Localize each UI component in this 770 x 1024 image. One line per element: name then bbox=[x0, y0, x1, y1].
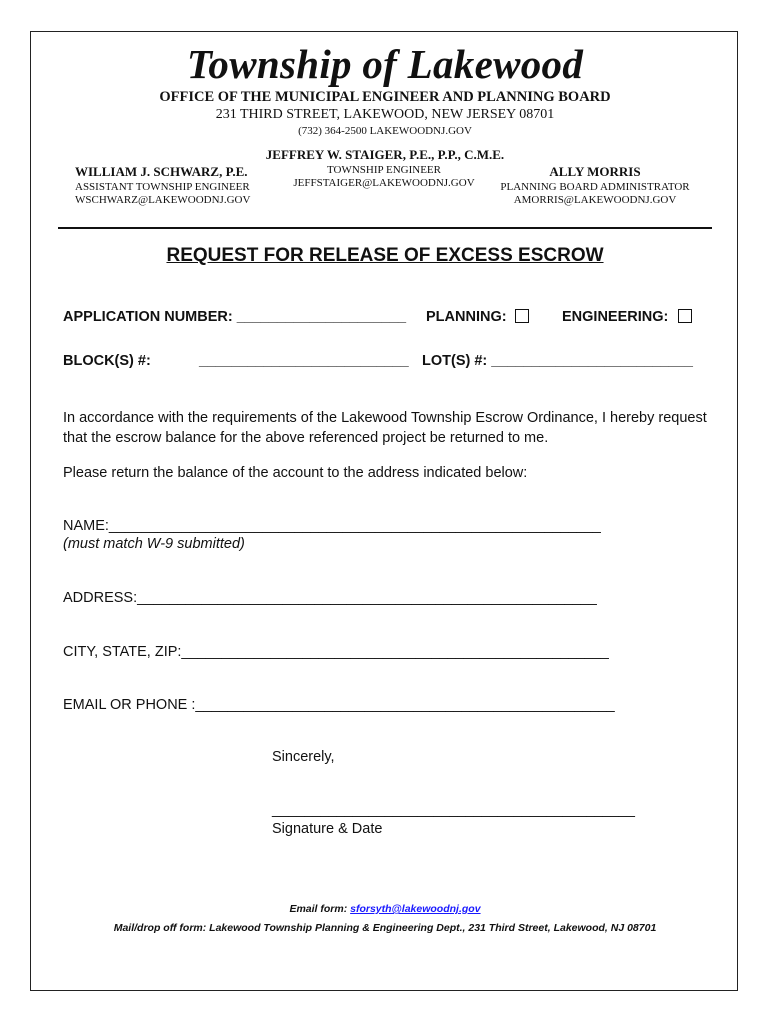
engineering-option bbox=[562, 309, 692, 325]
administrator-info bbox=[490, 164, 700, 207]
name-field[interactable]: NAME:_____________________________________________________________ bbox=[63, 518, 601, 534]
assistant-info bbox=[75, 164, 250, 207]
planning-checkbox[interactable] bbox=[515, 309, 529, 323]
administrator-name: ALLY MORRIS bbox=[549, 164, 641, 179]
application-number-field[interactable]: APPLICATION NUMBER: _____________________ bbox=[63, 309, 407, 325]
request-paragraph: In accordance with the requirements of the Lakewood Township Escrow Ordinance, I hereby request that the escrow balance for the above referenced project be returned to me. bbox=[63, 410, 707, 446]
email-instruction-label: Email form: bbox=[289, 903, 351, 915]
lots-field[interactable]: LOT(S) #: _________________________ bbox=[422, 353, 693, 369]
assistant-name: WILLIAM J. SCHWARZ, P.E. bbox=[75, 164, 248, 179]
city-state-zip-field[interactable]: CITY, STATE, ZIP:_____________________________________________________ bbox=[63, 644, 609, 660]
sincerely-text: Sincerely, bbox=[272, 749, 335, 765]
signature-label: Signature & Date bbox=[272, 821, 383, 837]
administrator-email: AMORRIS@LAKEWOODNJ.GOV bbox=[513, 194, 677, 206]
form-heading: REQUEST FOR RELEASE OF EXCESS ESCROW bbox=[166, 245, 604, 266]
header-divider bbox=[58, 227, 712, 229]
return-instruction: Please return the balance of the account to the address indicated below: bbox=[63, 465, 528, 481]
mail-instruction: Mail/drop off form: Lakewood Township Planning & Engineering Dept., 231 Third Street, Lakewood, NJ 08701 bbox=[113, 922, 657, 934]
engineer-role: TOWNSHIP ENGINEER bbox=[327, 164, 441, 176]
engineer-name: JEFFREY W. STAIGER, P.E., P.P., C.M.E. bbox=[265, 147, 505, 162]
signature-line[interactable]: _____________________________________________ bbox=[272, 802, 635, 818]
blocks-label: BLOCK(S) #: bbox=[63, 353, 151, 369]
blocks-field[interactable]: __________________________ bbox=[199, 353, 409, 369]
office-phone: (732) 364-2500 LAKEWOODNJ.GOV bbox=[298, 125, 472, 137]
email-link[interactable]: sforsyth@lakewoodnj.gov bbox=[350, 903, 481, 915]
engineer-email: JEFFSTAIGER@LAKEWOODNJ.GOV bbox=[293, 177, 475, 189]
planning-option bbox=[426, 309, 529, 325]
address-field[interactable]: ADDRESS:_________________________________________________________ bbox=[63, 590, 597, 606]
engineering-label: ENGINEERING: bbox=[562, 309, 669, 325]
office-name: OFFICE OF THE MUNICIPAL ENGINEER AND PLANNING BOARD bbox=[159, 89, 611, 105]
planning-label: PLANNING: bbox=[426, 309, 507, 325]
assistant-role: ASSISTANT TOWNSHIP ENGINEER bbox=[75, 181, 250, 193]
engineering-checkbox[interactable] bbox=[678, 309, 692, 323]
township-title: Township of Lakewood bbox=[186, 41, 584, 87]
engineer-info bbox=[262, 164, 506, 190]
email-instruction bbox=[0, 903, 770, 915]
assistant-email: WSCHWARZ@LAKEWOODNJ.GOV bbox=[75, 194, 251, 206]
office-street: 231 THIRD STREET, LAKEWOOD, NEW JERSEY 08701 bbox=[215, 107, 555, 122]
administrator-role: PLANNING BOARD ADMINISTRATOR bbox=[500, 181, 690, 193]
name-note: (must match W-9 submitted) bbox=[63, 536, 245, 552]
email-phone-field[interactable]: EMAIL OR PHONE :____________________________________________________ bbox=[63, 697, 615, 713]
